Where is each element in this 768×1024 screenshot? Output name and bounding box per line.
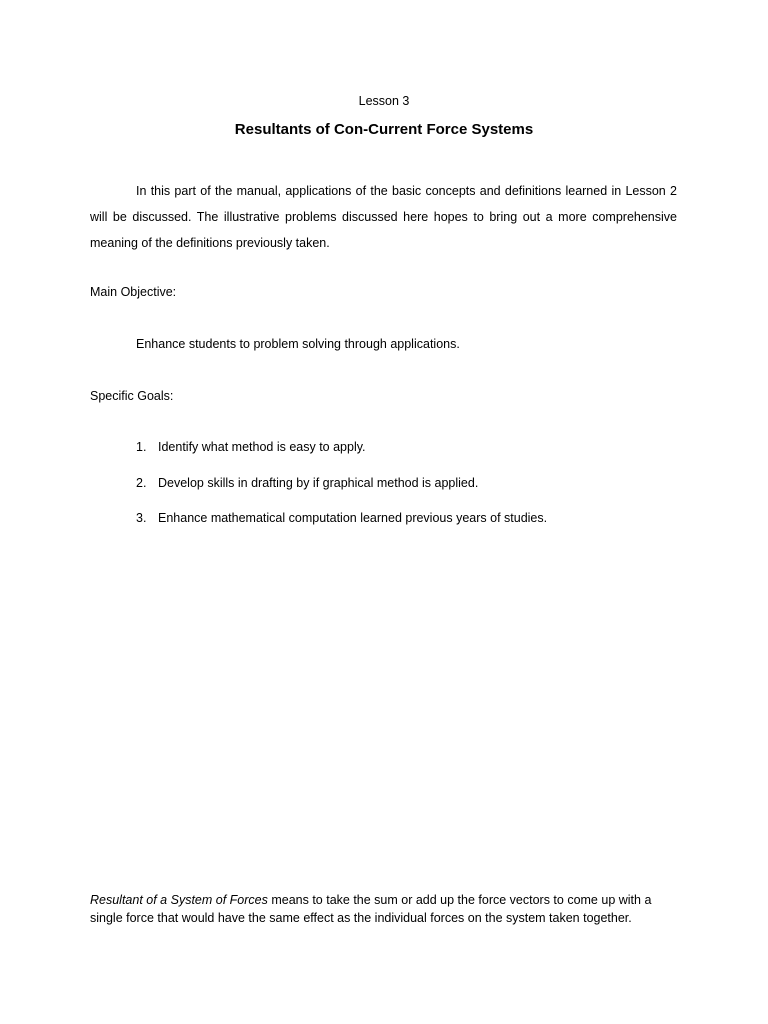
lesson-label: Lesson 3	[358, 94, 410, 108]
goal-text: Develop skills in drafting by if graphical method is applied.	[158, 476, 479, 490]
resultant-term: Resultant of a System of Forces	[90, 893, 268, 907]
main-objective-label: Main Objective:	[90, 285, 177, 299]
goal-item	[136, 476, 478, 490]
goal-item	[136, 440, 366, 454]
goal-number: 3.	[136, 511, 147, 525]
specific-goals-label: Specific Goals:	[90, 389, 174, 403]
resultant-definition-text: means to take the sum or add up the force vectors to come up with a single force that would have the same effect as the individual forces on the system taken together.	[90, 893, 652, 925]
goal-number: 1.	[136, 440, 147, 454]
main-objective-text: Enhance students to problem solving through applications.	[136, 337, 460, 351]
goal-item	[136, 511, 547, 525]
resultant-definition	[90, 891, 677, 927]
goal-number: 2.	[136, 476, 147, 490]
goal-text: Identify what method is easy to apply.	[158, 440, 366, 454]
intro-paragraph: In this part of the manual, applications of the basic concepts and definitions learned in Lesson 2 will be discussed. The illustrative problems discussed here hopes to bring out a more comprehensive meaning of the definitions previously taken.	[90, 184, 677, 250]
page-title: Resultants of Con-Current Force Systems	[234, 121, 534, 138]
goal-text: Enhance mathematical computation learned previous years of studies.	[158, 511, 548, 525]
